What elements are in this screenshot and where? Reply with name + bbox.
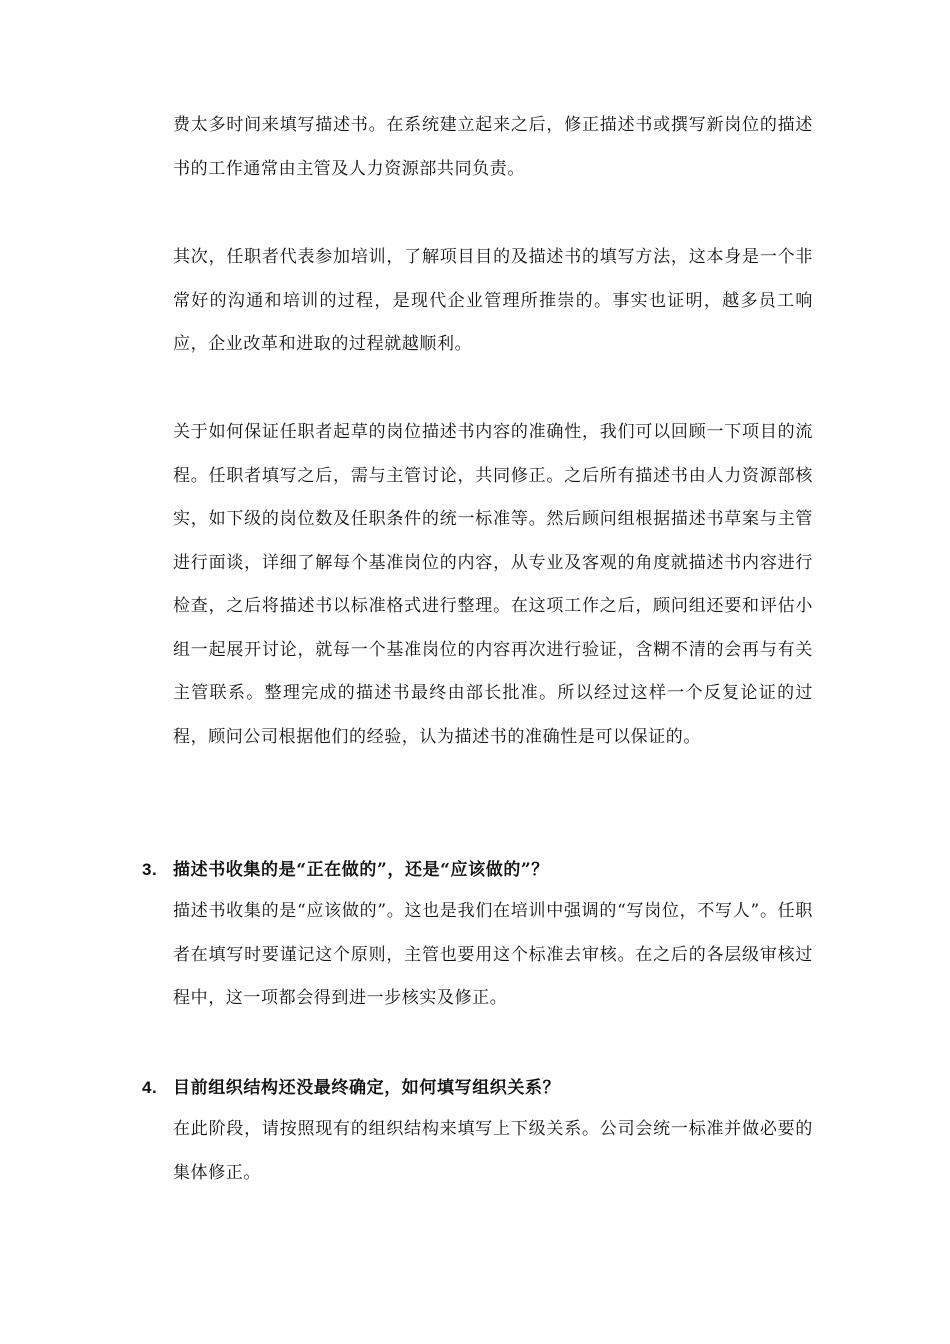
section-3-title: 描述书收集的是“正在做的”，还是“应该做的”？ bbox=[173, 860, 549, 880]
section-3-heading bbox=[142, 855, 822, 885]
section-3-number: 3. bbox=[142, 860, 158, 879]
paragraph-accuracy: 关于如何保证任职者起草的岗位描述书内容的准确性，我们可以回顾一下项目的流程。任职者填写之后，需与主管讨论，共同修正。之后所有描述书由人力资源部核实，如下级的岗位数及任职条件的统一标准等。然后顾问组根据描述书草案与主管进行面谈，详细了解每个基准岗位的内容，从专业及客观的角度就描述书内容进行检查，之后将描述书以标准格式进行整理。在这项工作之后，顾问组还要和评估小组一起展开讨论，就每一个基准岗位的内容再次进行验证，含糊不清的会再与有关主管联系。整理完成的描述书最终由部长批准。所以经过这样一个反复论证的过程，顾问公司根据他们的经验，认为描述书的准确性是可以保证的。 bbox=[173, 422, 813, 747]
section-4-body: 在此阶段，请按照现有的组织结构来填写上下级关系。公司会统一标准并做必要的集体修正。 bbox=[173, 1119, 813, 1183]
paragraph-training: 其次，任职者代表参加培训，了解项目目的及描述书的填写方法，这本身是一个非常好的沟通和培训的过程，是现代企业管理所推崇的。事实也证明，越多员工响应，企业改革和进取的过程就越顺利。 bbox=[173, 247, 813, 354]
section-4-number: 4. bbox=[142, 1078, 158, 1097]
section-4-title: 目前组织结构还没最终确定，如何填写组织关系？ bbox=[173, 1078, 561, 1098]
section-3-body: 描述书收集的是“应该做的”。这也是我们在培训中强调的“写岗位，不写人”。任职者在填写时要谨记这个原则，主管也要用这个标准去审核。在之后的各层级审核过程中，这一项都会得到进一步核实及修正。 bbox=[173, 901, 813, 1008]
paragraph-continued: 费太多时间来填写描述书。在系统建立起来之后，修正描述书或撰写新岗位的描述书的工作通常由主管及人力资源部共同负责。 bbox=[173, 115, 813, 179]
section-4-heading bbox=[142, 1073, 822, 1103]
